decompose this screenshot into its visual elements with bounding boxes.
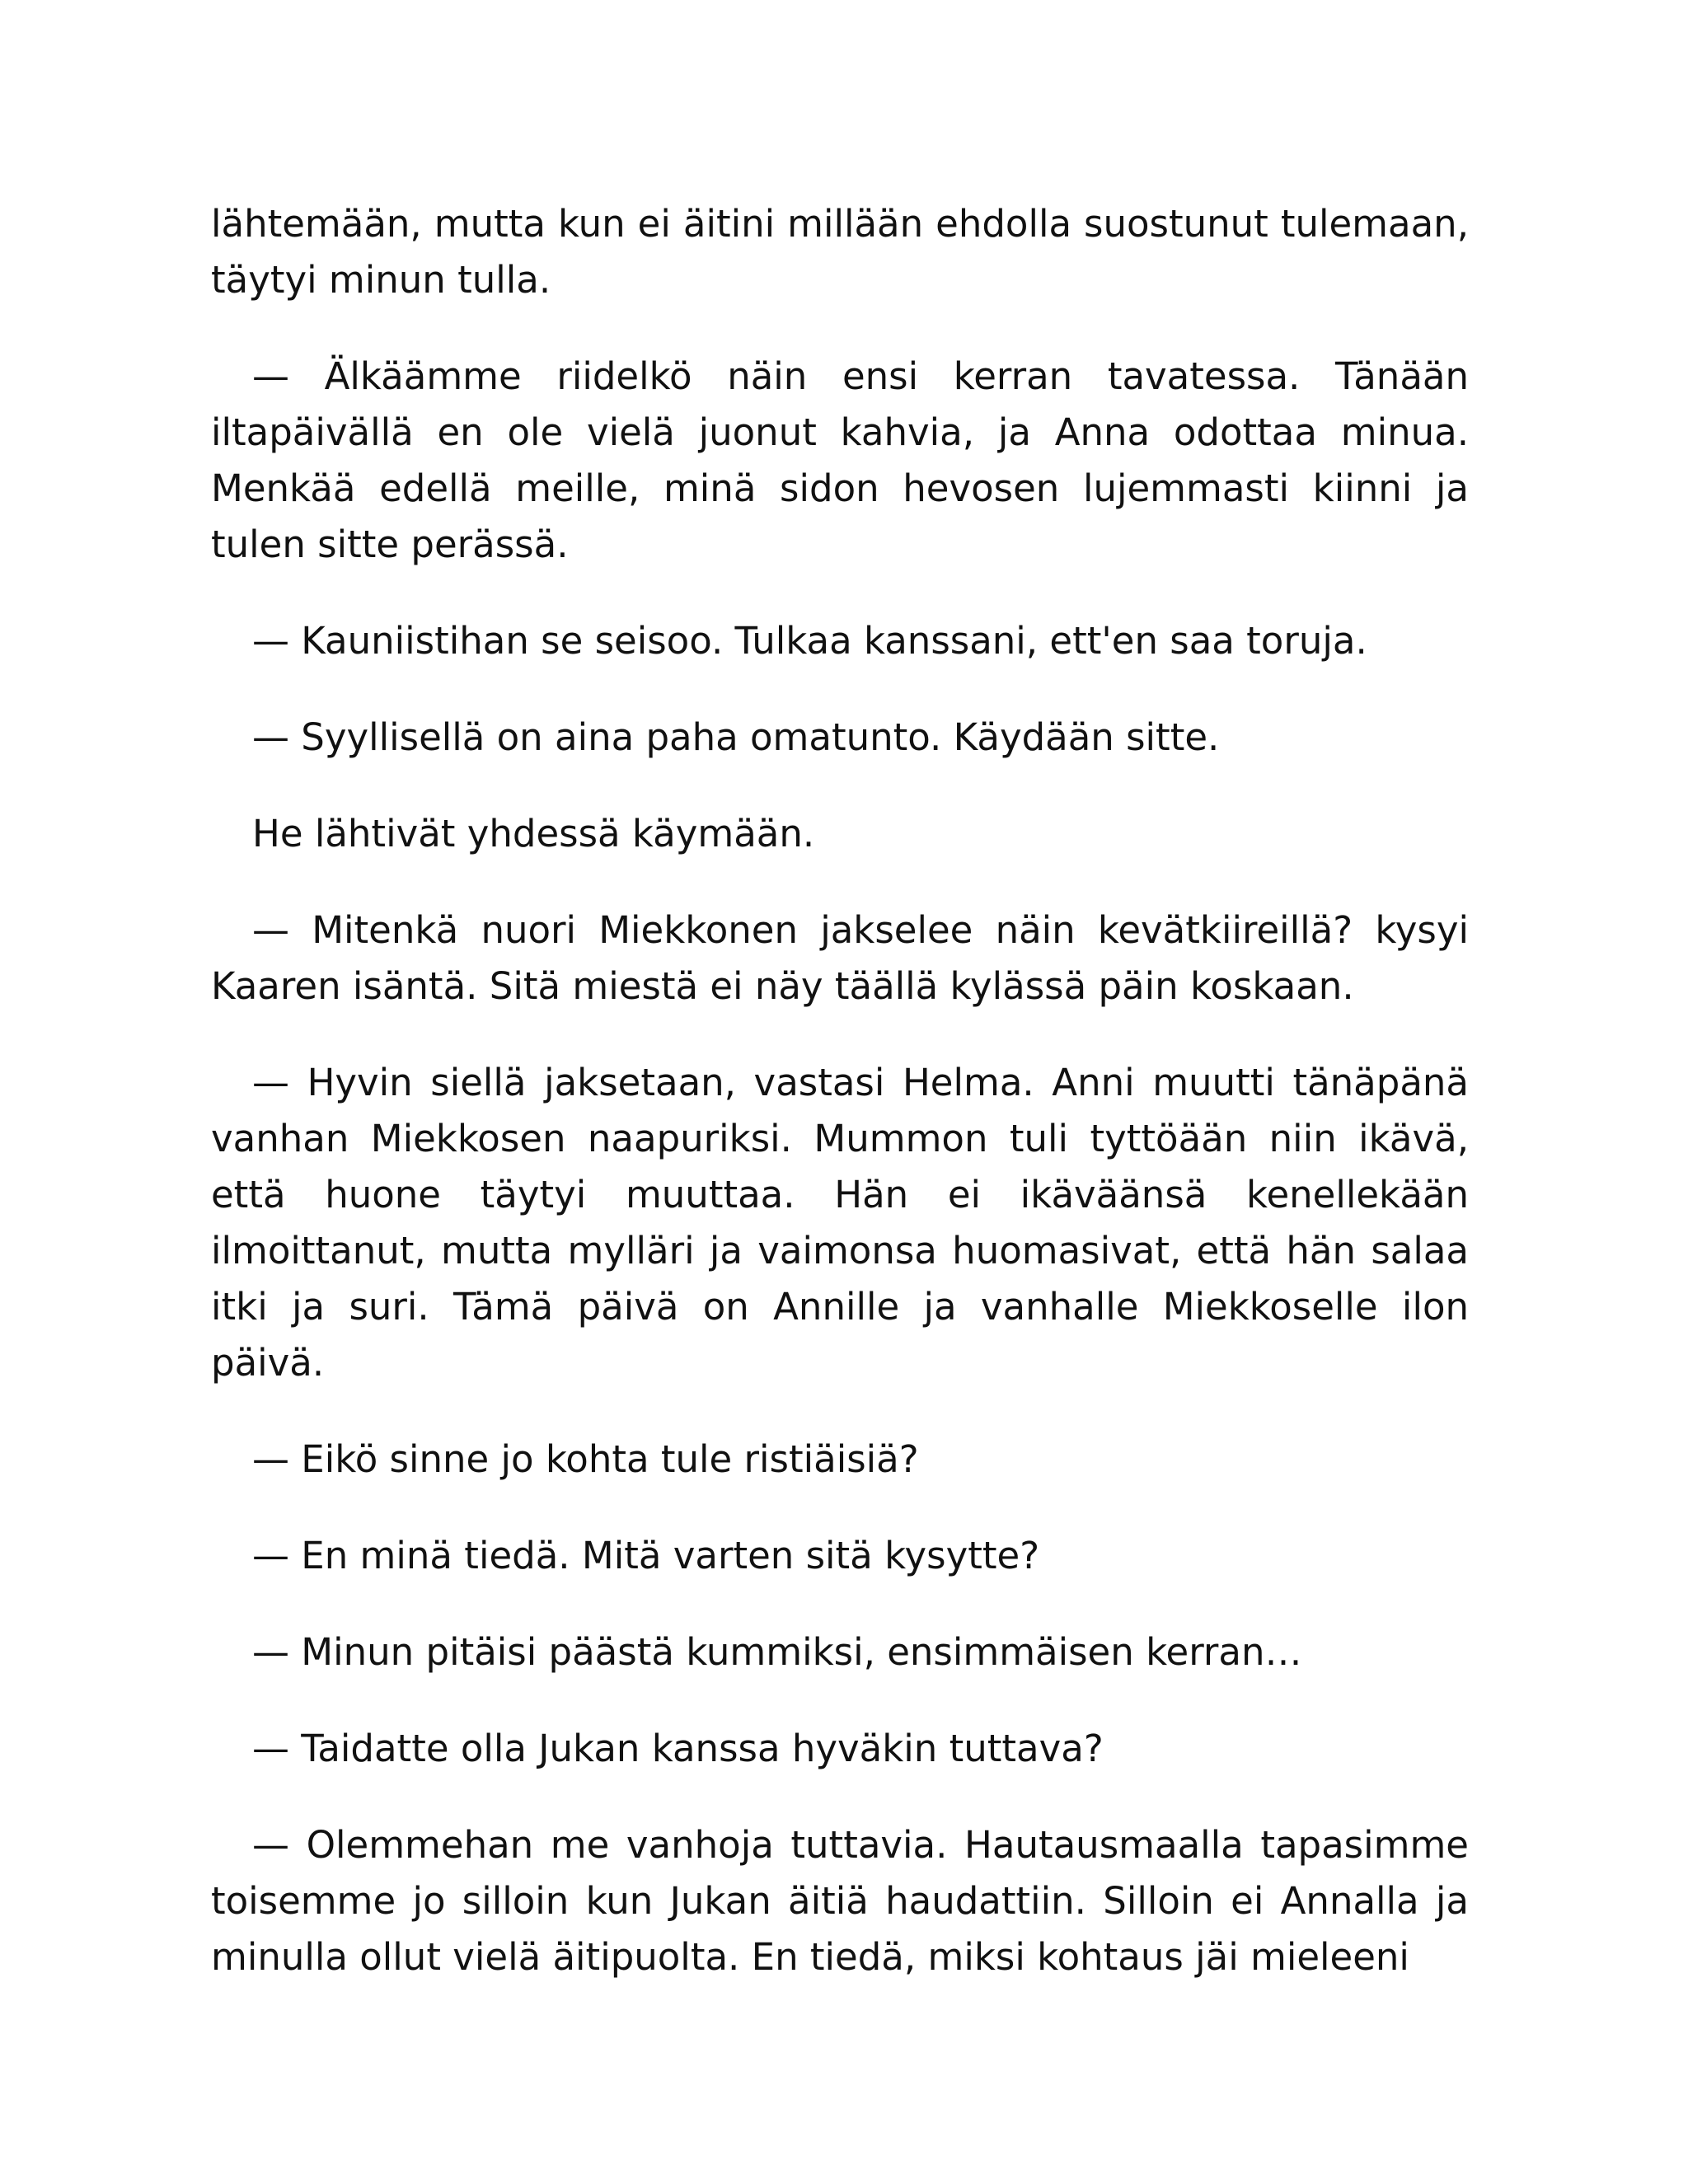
page-body-text	[211, 196, 1469, 2026]
paragraph: — Hyvin siellä jaksetaan, vastasi Helma. Anni muutti tänäpänä vanhan Miekkosen naapuriksi. Mummon tuli tyttöään niin ikävä, että huone täytyi muuttaa. Hän ei ikäväänsä kenellekään ilmoittanut, mutta mylläri ja vaimonsa huomasivat, että hän salaa itki ja suri. Tämä päivä on Annille ja vanhalle Miekkoselle ilon päivä.	[211, 1061, 1469, 1385]
paragraph: — Taidatte olla Jukan kanssa hyväkin tuttava?	[252, 1727, 1104, 1770]
paragraph: — Syyllisellä on aina paha omatunto. Käydään sitte.	[252, 715, 1220, 759]
paragraph: — Älkäämme riidelkö näin ensi kerran tavatessa. Tänään iltapäivällä en ole vielä juonut kahvia, ja Anna odottaa minua. Menkää edellä meille, minä sidon hevosen lujemmasti kiinni ja tulen sitte perässä.	[211, 354, 1469, 566]
paragraph: — Olemmehan me vanhoja tuttavia. Hautausmaalla tapasimme toisemme jo silloin kun Jukan äitiä haudattiin. Silloin ei Annalla ja minulla ollut vielä äitipuolta. En tiedä, miksi kohtaus jäi mieleeni	[211, 1823, 1469, 1979]
paragraph: — Eikö sinne jo kohta tule ristiäisiä?	[252, 1437, 919, 1481]
paragraph: — En minä tiedä. Mitä varten sitä kysytte?	[252, 1534, 1040, 1577]
paragraph: — Mitenkä nuori Miekkonen jakselee näin kevätkiireillä? kysyi Kaaren isäntä. Sitä miestä ei näy täällä kylässä päin koskaan.	[211, 908, 1469, 1008]
paragraph: lähtemään, mutta kun ei äitini millään ehdolla suostunut tulemaan, täytyi minun tulla.	[211, 202, 1469, 302]
paragraph: — Minun pitäisi päästä kummiksi, ensimmäisen kerran…	[252, 1630, 1302, 1674]
paragraph: — Kauniistihan se seisoo. Tulkaa kanssani, ett'en saa toruja.	[252, 619, 1367, 663]
paragraph: He lähtivät yhdessä käymään.	[252, 812, 815, 855]
